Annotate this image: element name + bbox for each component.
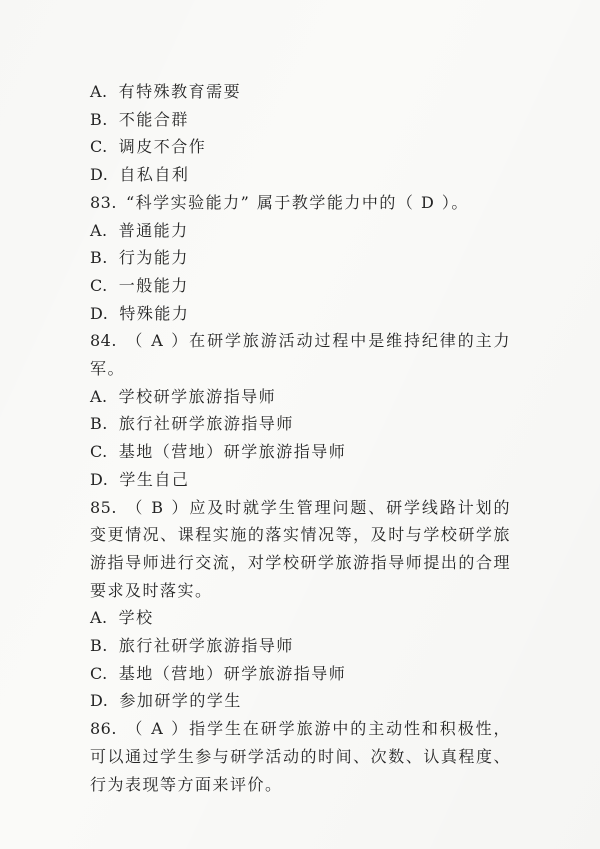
option-a: [90, 217, 511, 245]
option-text: 不能合群: [118, 109, 189, 129]
option-label: D.: [90, 691, 109, 711]
option-text: 特殊能力: [119, 303, 190, 323]
question-85: [90, 494, 511, 605]
option-label: B.: [90, 109, 108, 129]
option-label: C.: [90, 137, 108, 157]
option-d: [90, 687, 511, 715]
question-84: [90, 327, 511, 382]
option-text: 一般能力: [118, 275, 189, 295]
question-text: “科学实验能力” 属于教学能力中的（ D ）。: [125, 192, 469, 212]
option-c: [90, 438, 511, 466]
option-text: 旅行社研学旅游指导师: [118, 636, 294, 656]
question-number: 85.: [90, 497, 117, 517]
option-text: 普通能力: [118, 220, 189, 240]
option-d: [90, 161, 511, 189]
option-b: [90, 410, 511, 438]
option-text: 学校研学旅游指导师: [118, 386, 277, 406]
question-number: 84.: [90, 331, 117, 351]
option-b: [90, 106, 511, 134]
option-label: D.: [90, 165, 109, 185]
option-text: 基地（营地）研学旅游指导师: [118, 442, 347, 462]
question-number: 86.: [90, 719, 117, 739]
option-b: [90, 244, 511, 272]
option-d: [90, 466, 511, 494]
option-text: 有特殊教育需要: [118, 82, 242, 101]
question-list: [90, 78, 511, 798]
option-label: A.: [90, 386, 108, 406]
option-label: A.: [90, 220, 108, 240]
option-text: 行为能力: [118, 248, 189, 268]
option-label: B.: [90, 248, 108, 268]
option-text: 学生自己: [119, 469, 190, 489]
option-text: 学校: [118, 608, 154, 628]
question-text: （ A ）指学生在研学旅游中的主动性和积极性，可以通过学生参与研学活动的时间、次数、认真程度、行为表现等方面来评价。: [90, 719, 511, 794]
question-number: 83.: [90, 192, 117, 212]
option-text: 旅行社研学旅游指导师: [118, 414, 294, 434]
option-label: C.: [90, 275, 108, 295]
option-a: [90, 604, 511, 632]
option-c: [90, 660, 511, 688]
option-text: 基地（营地）研学旅游指导师: [118, 663, 347, 683]
option-label: C.: [90, 442, 108, 462]
option-text: 自私自利: [119, 165, 190, 185]
option-label: D.: [90, 303, 109, 323]
option-label: C.: [90, 663, 108, 683]
option-d: [90, 300, 511, 328]
question-text: （ B ）应及时就学生管理问题、研学线路计划的变更情况、课程实施的落实情况等，及时与学校研学旅游指导师进行交流，对学校研学旅游指导师提出的合理要求及时落实。: [90, 497, 511, 600]
option-a: [90, 78, 511, 106]
option-c: [90, 272, 511, 300]
option-label: B.: [90, 414, 108, 434]
option-text: 参加研学的学生: [119, 691, 242, 711]
option-label: B.: [90, 636, 108, 656]
question-text: （ A ）在研学旅游活动过程中是维持纪律的主力军。: [90, 331, 511, 379]
option-text: 调皮不合作: [118, 137, 207, 157]
option-label: D.: [90, 469, 109, 489]
option-c: [90, 133, 511, 161]
option-a: [90, 383, 511, 411]
option-label: A.: [90, 82, 108, 101]
question-83: [90, 189, 511, 217]
option-label: A.: [90, 608, 108, 628]
question-86: [90, 715, 511, 798]
option-b: [90, 632, 511, 660]
